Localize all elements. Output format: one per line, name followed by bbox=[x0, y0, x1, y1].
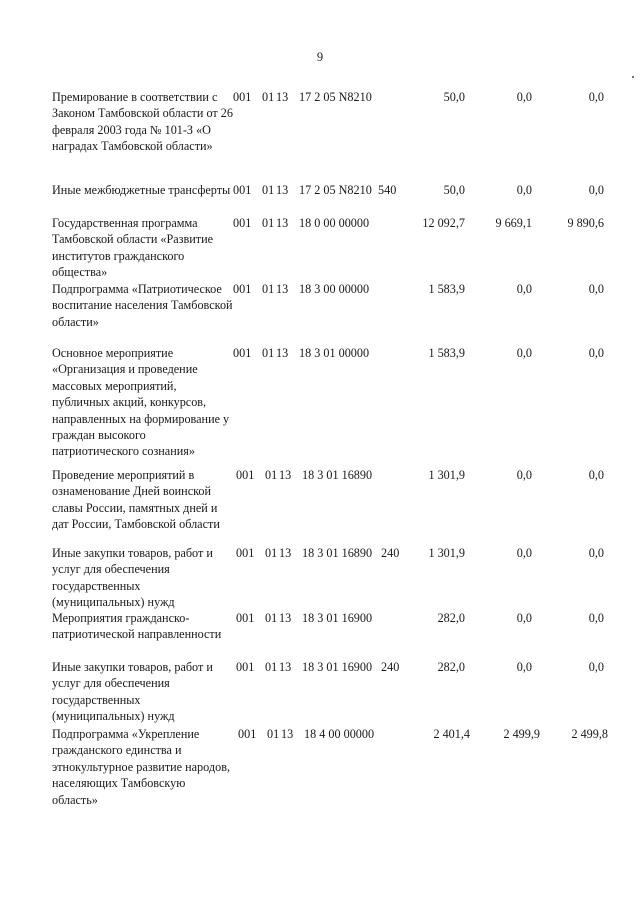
amount-2021: 282,0 bbox=[437, 611, 465, 625]
amount-2021: 1 301,9 bbox=[428, 546, 465, 560]
amount-2023: 0,0 bbox=[588, 660, 604, 674]
amount-2021: 2 401,4 bbox=[433, 727, 470, 741]
ministry-code: 001 bbox=[236, 546, 255, 560]
article-code: 18 3 01 16890 bbox=[302, 546, 373, 560]
ministry-code: 001 bbox=[233, 216, 252, 230]
ministry-code: 001 bbox=[233, 90, 252, 104]
amount-2021: 282,0 bbox=[437, 660, 465, 674]
amount-2021: 1 583,9 bbox=[428, 282, 465, 296]
article-code: 18 3 01 16900 bbox=[302, 611, 373, 625]
amount-2023: 0,0 bbox=[588, 611, 604, 625]
expense-code: 240 bbox=[381, 546, 400, 560]
row-name: Основное мероприятие «Организация и проведение массовых мероприятий, публичных акций, конкурсов, направленных на формирование у граждан высокого патриотического сознания» bbox=[52, 346, 230, 459]
row-name: Иные закупки товаров, работ и услуг для обеспечения государственных (муниципальных) нужд bbox=[52, 660, 213, 724]
article-code: 18 3 01 00000 bbox=[299, 346, 370, 360]
amount-2023: 0,0 bbox=[588, 183, 604, 197]
section-code: 01 bbox=[265, 660, 278, 674]
amount-2022: 0,0 bbox=[516, 346, 532, 360]
article-code: 18 0 00 00000 bbox=[299, 216, 370, 230]
subsection-code: 13 bbox=[281, 727, 294, 741]
subsection-code: 13 bbox=[276, 216, 289, 230]
amount-2022: 0,0 bbox=[516, 183, 532, 197]
ministry-code: 001 bbox=[236, 660, 255, 674]
ministry-code: 001 bbox=[233, 346, 252, 360]
amount-2021: 50,0 bbox=[443, 183, 465, 197]
scan-speck bbox=[632, 76, 634, 78]
amount-2022: 0,0 bbox=[516, 90, 532, 104]
amount-2023: 0,0 bbox=[588, 346, 604, 360]
section-code: 01 bbox=[262, 183, 275, 197]
row-name: Мероприятия гражданско-патриотической направленности bbox=[52, 611, 222, 642]
amount-2021: 1 301,9 bbox=[428, 468, 465, 482]
row-name: Иные закупки товаров, работ и услуг для обеспечения государственных (муниципальных) нужд bbox=[52, 546, 213, 610]
article-code: 18 3 00 00000 bbox=[299, 282, 370, 296]
ministry-code: 001 bbox=[238, 727, 257, 741]
subsection-code: 13 bbox=[276, 282, 289, 296]
amount-2022: 0,0 bbox=[516, 546, 532, 560]
subsection-code: 13 bbox=[279, 611, 292, 625]
ministry-code: 001 bbox=[236, 468, 255, 482]
row-name: Проведение мероприятий в ознаменование Дней воинской славы России, памятных дней и дат России, Тамбовской области bbox=[52, 468, 220, 532]
expense-code: 540 bbox=[378, 183, 397, 197]
ministry-code: 001 bbox=[233, 282, 252, 296]
article-code: 18 3 01 16890 bbox=[302, 468, 373, 482]
ministry-code: 001 bbox=[236, 611, 255, 625]
subsection-code: 13 bbox=[279, 546, 292, 560]
amount-2021: 1 583,9 bbox=[428, 346, 465, 360]
amount-2023: 0,0 bbox=[588, 90, 604, 104]
subsection-code: 13 bbox=[276, 90, 289, 104]
article-code: 17 2 05 N8210 bbox=[299, 183, 372, 197]
amount-2023: 0,0 bbox=[588, 282, 604, 296]
amount-2022: 9 669,1 bbox=[495, 216, 532, 230]
expense-code: 240 bbox=[381, 660, 400, 674]
amount-2022: 0,0 bbox=[516, 660, 532, 674]
section-code: 01 bbox=[262, 216, 275, 230]
amount-2021: 12 092,7 bbox=[422, 216, 465, 230]
subsection-code: 13 bbox=[276, 346, 289, 360]
amount-2023: 9 890,6 bbox=[567, 216, 604, 230]
amount-2022: 0,0 bbox=[516, 282, 532, 296]
amount-2023: 2 499,8 bbox=[571, 727, 608, 741]
article-code: 18 4 00 00000 bbox=[304, 727, 375, 741]
row-name: Государственная программа Тамбовской области «Развитие институтов гражданского общества» bbox=[52, 216, 214, 280]
row-name: Иные межбюджетные трансферты bbox=[52, 183, 231, 197]
row-name: Подпрограмма «Укрепление гражданского единства и этнокультурное развитие народов, населяющих Тамбовскую область» bbox=[52, 727, 230, 807]
section-code: 01 bbox=[265, 468, 278, 482]
amount-2021: 50,0 bbox=[443, 90, 465, 104]
page-number: 9 bbox=[316, 50, 324, 64]
section-code: 01 bbox=[262, 282, 275, 296]
subsection-code: 13 bbox=[276, 183, 289, 197]
section-code: 01 bbox=[265, 546, 278, 560]
amount-2022: 2 499,9 bbox=[503, 727, 540, 741]
section-code: 01 bbox=[262, 90, 275, 104]
amount-2023: 0,0 bbox=[588, 468, 604, 482]
article-code: 18 3 01 16900 bbox=[302, 660, 373, 674]
amount-2022: 0,0 bbox=[516, 611, 532, 625]
row-name: Подпрограмма «Патриотическое воспитание населения Тамбовской области» bbox=[52, 282, 233, 329]
amount-2023: 0,0 bbox=[588, 546, 604, 560]
section-code: 01 bbox=[267, 727, 280, 741]
section-code: 01 bbox=[265, 611, 278, 625]
article-code: 17 2 05 N8210 bbox=[299, 90, 372, 104]
section-code: 01 bbox=[262, 346, 275, 360]
ministry-code: 001 bbox=[233, 183, 252, 197]
subsection-code: 13 bbox=[279, 660, 292, 674]
row-name: Премирование в соответствии с Законом Тамбовской области от 26 февраля 2003 года № 101-З «О наградах Тамбовской области» bbox=[52, 90, 233, 154]
subsection-code: 13 bbox=[279, 468, 292, 482]
amount-2022: 0,0 bbox=[516, 468, 532, 482]
